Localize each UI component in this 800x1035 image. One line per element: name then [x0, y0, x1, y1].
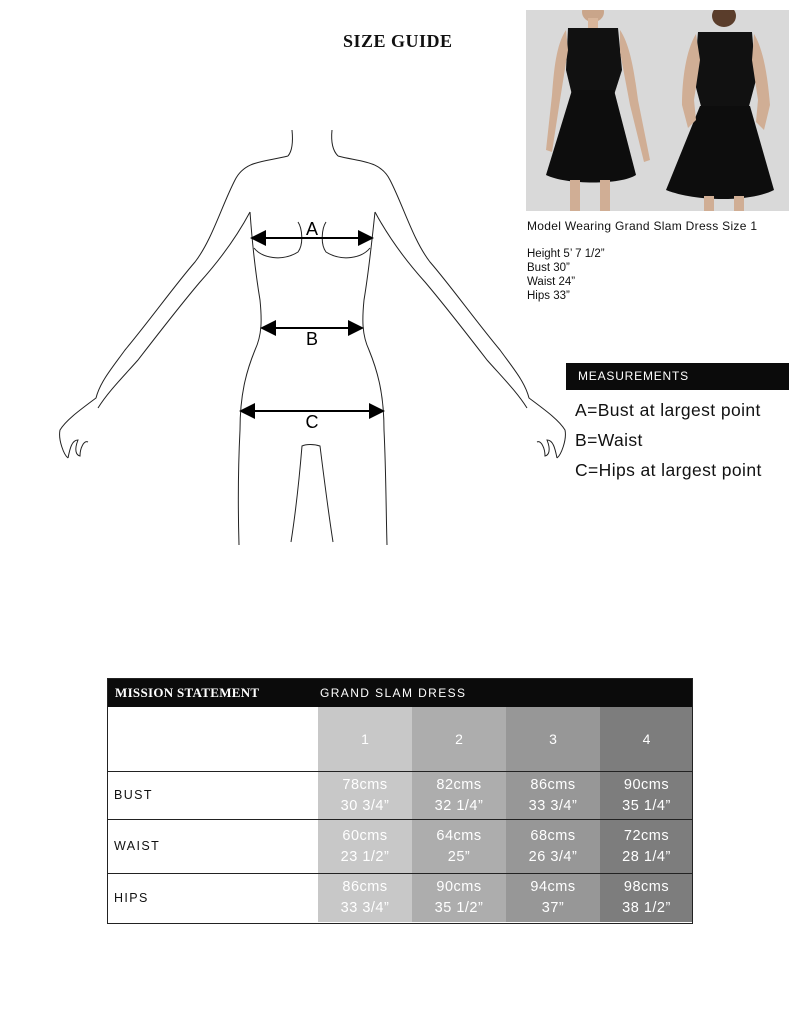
model-waist: Waist 24” — [527, 276, 576, 288]
model-photo — [526, 10, 789, 211]
model-stats — [527, 247, 605, 303]
table-row — [107, 874, 693, 923]
label-c: C — [305, 412, 319, 432]
table-header-row — [107, 678, 693, 707]
model-bust: Bust 30” — [527, 262, 570, 274]
size-row — [107, 707, 693, 772]
row-label-waist: WAIST — [107, 820, 318, 874]
bust-size-4: 90cms 35 1/4” — [600, 772, 693, 820]
model-caption: Model Wearing Grand Slam Dress Size 1 — [527, 219, 758, 233]
hips-size-4: 98cms 38 1/2” — [600, 874, 693, 923]
size-1: 1 — [318, 707, 412, 772]
size-3: 3 — [506, 707, 600, 772]
model-height: Height 5’ 7 1/2” — [527, 248, 605, 260]
measurement-b: B=Waist — [575, 430, 643, 450]
row-label-hips: HIPS — [107, 874, 318, 923]
hips-size-3: 94cms 37” — [506, 874, 600, 923]
table-row — [107, 772, 693, 820]
bust-size-3: 86cms 33 3/4” — [506, 772, 600, 820]
page-title: SIZE GUIDE — [343, 31, 453, 51]
measurements-legend — [575, 396, 762, 486]
size-4: 4 — [600, 707, 693, 772]
bust-size-2: 82cms 32 1/4” — [412, 772, 506, 820]
label-b: B — [305, 329, 319, 349]
waist-size-4: 72cms 28 1/4” — [600, 820, 693, 874]
mission-statement-header: MISSION STATEMENT — [107, 678, 318, 707]
waist-size-3: 68cms 26 3/4” — [506, 820, 600, 874]
measurements-header: MEASUREMENTS — [566, 363, 789, 390]
size-chart-table — [107, 678, 693, 922]
waist-size-2: 64cms 25” — [412, 820, 506, 874]
label-a: A — [305, 219, 319, 239]
row-label-bust: BUST — [107, 772, 318, 820]
measurement-c: C=Hips at largest point — [575, 460, 762, 480]
hips-size-2: 90cms 35 1/2” — [412, 874, 506, 923]
hips-size-1: 86cms 33 3/4” — [318, 874, 412, 923]
table-row — [107, 820, 693, 874]
size-2: 2 — [412, 707, 506, 772]
size-row-label — [107, 707, 318, 772]
waist-size-1: 60cms 23 1/2” — [318, 820, 412, 874]
model-hips: Hips 33” — [527, 290, 570, 302]
bust-size-1: 78cms 30 3/4” — [318, 772, 412, 820]
measurement-a: A=Bust at largest point — [575, 400, 761, 420]
product-name-header: GRAND SLAM DRESS — [318, 678, 693, 707]
